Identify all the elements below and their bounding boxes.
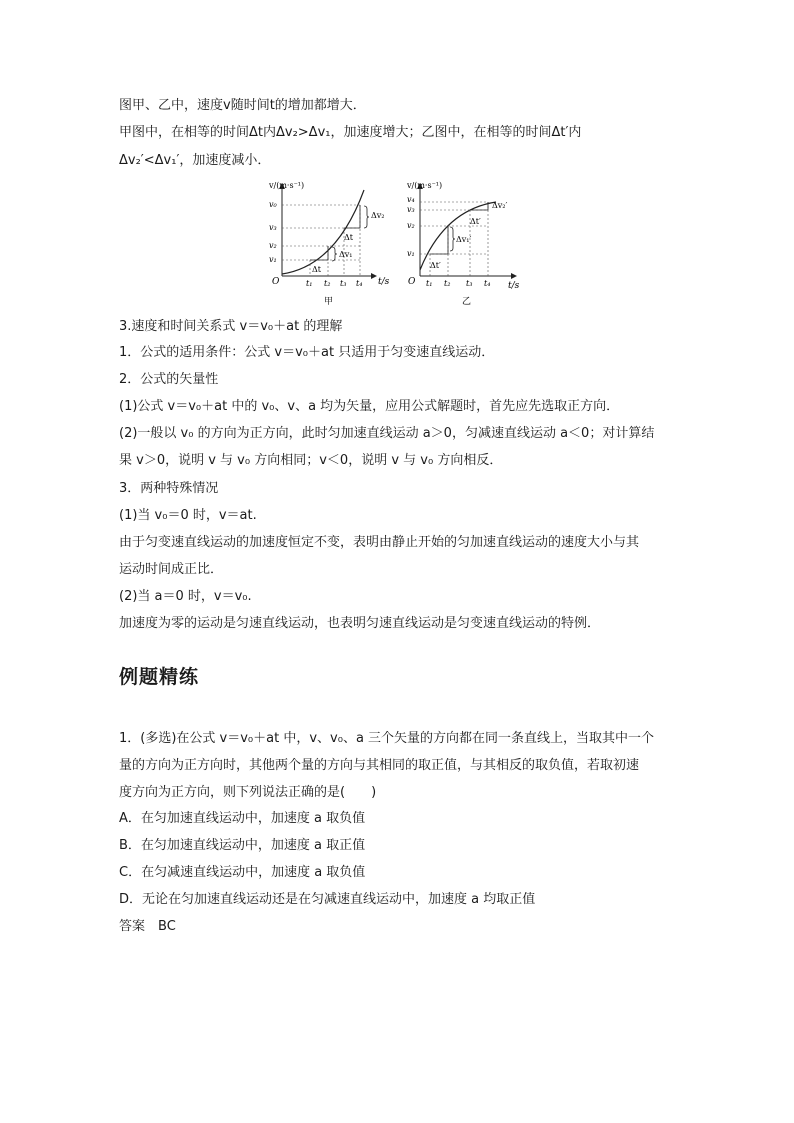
- label-dv1-prime: Δv₁′: [456, 235, 472, 244]
- x-tick-t2: t₂: [444, 279, 451, 288]
- label-dv2-prime: Δv₂′: [492, 201, 508, 210]
- answer: 答案 BC: [119, 919, 176, 934]
- x-axis-label: t/s: [378, 277, 390, 287]
- figure-yi-graph: [404, 180, 534, 310]
- y-tick-v1: v₁: [269, 255, 277, 264]
- y-tick-v3: v₃: [407, 205, 415, 214]
- item-3-1-line2: 运动时间成正比．: [119, 562, 224, 577]
- velocity-curve: [282, 190, 364, 274]
- item-3-1: (1)当 v₀＝0 时，v＝at.: [119, 508, 257, 523]
- item-3-title: 3．两种特殊情况: [119, 481, 219, 496]
- y-tick-v0: v₀: [269, 200, 277, 209]
- paragraph-graph-compare-1: 甲图中，在相等的时间Δt内Δv₂>Δv₁，加速度增大；乙图中，在相等的时间Δt′内: [119, 125, 582, 140]
- option-a: A．在匀加速直线运动中，加速度 a 取负值: [119, 811, 366, 826]
- y-axis-label: v/(m·s⁻¹): [407, 181, 443, 190]
- y-axis-label: v/(m·s⁻¹): [269, 181, 305, 190]
- question-1-line1: 1．(多选)在公式 v＝v₀＋at 中，v、v₀、a 三个矢量的方向都在同一条直线上，当取其中一个: [119, 731, 655, 746]
- label-dv2: Δv₂: [371, 211, 385, 220]
- x-tick-t1: t₁: [426, 279, 433, 288]
- paragraph-graph-summary: 图甲、乙中，速度v随时间t的增加都增大．: [119, 98, 366, 113]
- y-tick-v2: v₂: [269, 241, 277, 250]
- caption-yi: 乙: [462, 297, 472, 307]
- y-tick-v2: v₂: [407, 221, 415, 230]
- y-tick-v1: v₁: [407, 249, 415, 258]
- item-3-2: (2)当 a＝0 时，v＝v₀.: [119, 589, 252, 604]
- paragraph-graph-compare-2: Δv₂′<Δv₁′，加速度减小．: [119, 153, 271, 168]
- caption-jia: 甲: [324, 297, 334, 307]
- item-1: 1．公式的适用条件：公式 v＝v₀＋at 只适用于匀变速直线运动．: [119, 345, 495, 360]
- item-2-2-line1: (2)一般以 v₀ 的方向为正方向，此时匀加速直线运动 a＞0，匀减速直线运动 a＜0；对计算结: [119, 426, 655, 441]
- origin-label: O: [408, 277, 416, 287]
- label-dt-prime-lower: Δt′: [430, 261, 441, 270]
- x-tick-t4: t₄: [356, 279, 363, 288]
- x-tick-t2: t₂: [324, 279, 331, 288]
- item-2-title: 2．公式的矢量性: [119, 372, 219, 387]
- item-3-2-line1: 加速度为零的运动是匀速直线运动，也表明匀速直线运动是匀变速直线运动的特例．: [119, 616, 601, 631]
- figure-jia-graph: [266, 180, 401, 310]
- option-b: B．在匀加速直线运动中，加速度 a 取正值: [119, 838, 366, 853]
- x-tick-t4: t₄: [484, 279, 491, 288]
- item-2-1: (1)公式 v＝v₀＋at 中的 v₀、v、a 均为矢量，应用公式解题时，首先应先选取正方向．: [119, 399, 620, 414]
- x-axis-label: t/s: [508, 281, 520, 291]
- label-dt-upper: Δt: [344, 233, 353, 242]
- item-2-2-line2: 果 v＞0，说明 v 与 v₀ 方向相同；v＜0，说明 v 与 v₀ 方向相反．: [119, 453, 503, 468]
- y-tick-v3: v₃: [269, 223, 277, 232]
- question-1-line2: 量的方向为正方向时，其他两个量的方向与其相同的取正值，与其相反的取负值，若取初速: [119, 758, 640, 773]
- question-1-line3: 度方向为正方向，则下列说法正确的是( ): [119, 785, 377, 800]
- section-3-title: 3.速度和时间关系式 v＝v₀＋at 的理解: [119, 319, 343, 334]
- item-3-1-line1: 由于匀变速直线运动的加速度恒定不变，表明由静止开始的匀加速直线运动的速度大小与其: [119, 535, 640, 550]
- option-d: D．无论在匀加速直线运动还是在匀减速直线运动中，加速度 a 均取正值: [119, 892, 536, 907]
- label-dt-prime-upper: Δt′: [470, 217, 481, 226]
- y-tick-v4: v₄: [407, 195, 415, 204]
- x-tick-t1: t₁: [306, 279, 313, 288]
- x-tick-t3: t₃: [466, 279, 473, 288]
- x-tick-t3: t₃: [340, 279, 347, 288]
- option-c: C．在匀减速直线运动中，加速度 a 取负值: [119, 865, 366, 880]
- section-heading: 例题精练: [119, 666, 200, 688]
- origin-label: O: [272, 277, 280, 287]
- label-dt-lower: Δt: [312, 265, 321, 274]
- label-dv1: Δv₁: [339, 250, 353, 259]
